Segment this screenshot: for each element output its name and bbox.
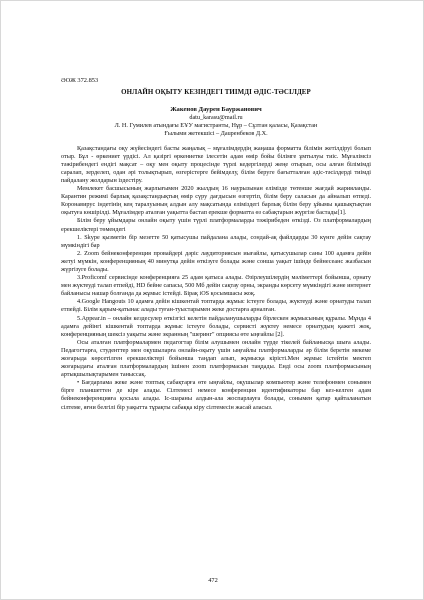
paragraph-3: Білім беру ұйымдары онлайн оқыту үшін түрлі платформаларды тәжірибеден өткізді. Оз платформалардың ерекшеліктері төмендегі <box>61 217 371 233</box>
article-body <box>61 77 371 412</box>
bullet-zoom-advantages: • Бағдарлама жеке және топтық сабақтарға өте ыңғайлы, оқушылар компьютер және телефонмен сонымен бірге планшеттен де кіре алады. Сілтемесі немесе конференция идентификаторы бар кез-келген адам бейнеконференцияға қосыла алады. Іс-шараны алдын-ала жоспарлауға болады, сонымен қатар қайталанатын сілтеме, яғни белгілі бір уақытта тұрақты сабаққа кіру сілтемесін жасай аласыз. <box>61 379 371 411</box>
list-item-google-hangouts: 4.Google Hangouts 10 адамға дейін кішкентай топтарда жұмыс істеуге болады, жүктеуді және орнатуды талап етпейді. Білім қарым-қатынас алады туған-туыстарымен жеке достарға арналған. <box>61 298 371 314</box>
page-number: 472 <box>208 577 218 584</box>
paragraph-platforms: Осы аталған платформалармен педагогтар білім алушымен онлайн түрде тікелей байланысқа шыға алады. Педагогтарға, студенттер мен оқушыларға онлайн-оқыту үшін ыңғайлы платформаларды әр білім беретін мекеме жоғарыда көрсетілген ерекшеліктері бойынша таңдап алып, жұмысқа кірісті.Мен жұмыс істейтін мектеп жоғарыдағы аталған платформалардың ішінен zoom платформасын таңдады. Енді осы zoom платформасының артықшылықтарымен таныссақ. <box>61 338 371 379</box>
supervisor: Ғылыми жетекшісі – Даuренбеков Д.Х. <box>164 130 268 138</box>
article-title: ОНЛАЙН ОҚЫТУ КЕЗІНДЕГІ ТИІМДІ ӘДІС-ТӘСІЛДЕР <box>121 89 311 97</box>
list-item-zoom: 2. Zoom бейнеконференция провайдері дәріс лаудиториясын иығайлы, қатысушылар саны 100 адамға дейін жетуі мүмкін, конференцияның 40 минутқа дейін өткізуге болады және сонша уақыт ішінде бейнесеанс жазбасын жүргізуге болады. <box>61 249 371 273</box>
paragraph-1: Қазақстандағы оқу жүйесіндегі басты жаңалық – мұғалімдердің жаңаша форматта білімін жетілдіруі болып отыр. Бұл - өркениет үрдісі. Ал қазіргі өркениетке ілесетін адам өмір бойы білімге ұмтылуы тиіс. Мұғалімсіз тәжірибендегі ендігі мақсат – оқу мен оқыту процесінде түрлі кедергілерді жеңе отырып, осы алған білімімді саралап, зерделеп, одан әрі толықтырып, өзгерістерге бейімделу, білім беруге бағытталған әдіс-тәсілдерді тиімді пайдалану жолдарын іздестіру. <box>61 144 371 184</box>
list-item-appear-in: 5.Appear.in – онлайн кездесулер өткізгісі келетін пайдаланушыларды бірлескен жұмысының құралы. Мұнда 4 адамға дейінгі кішкентай топтарда жұмыс істеуге болады, сервисті жүктеу немесе орнатудың қажеті жоқ, конференцияның шексіз уақыты және экранның "шеринг" опциясы өте ыңғайлы [2]. <box>61 314 371 338</box>
udc-code: ӘОЖ 372.853 <box>61 77 99 84</box>
author-affiliation: Л. Н. Гумилев атындағы ЕҰУ магистранты, Нұр – Сұлтан қаласы, Қазақстан <box>114 122 318 130</box>
author-name: Жакенов Даурен Бауржанович <box>170 106 262 114</box>
author-email: datu_karasu@mail.ru <box>189 114 243 122</box>
paragraph-2: Мемлекет басшысының жарлығымен 2020 жылдың 16 наурызынан елімізде төтенше жағдай жарияланды. Карантин режимі барлық қазақстандықтың өмір сүру дағдысын өзгертіп, білім беру саласын да айналып өтпеді. Коронавирус індетінің кең таралуының алдын алу мақсатында еліміздегі барлық білім беру ұйымы қашықтықтан оқытуға көшірілді. Мұғалімдер аталған уақытта бастап ерекше форматта өз сабақтарын жүргізе бастады[1]. <box>61 185 371 217</box>
list-item-proficomf: 3.Proficomf сервисінде конференцияға 25 адам қатыса алады. Әзірлеушілердің мәліметтері бойынша, орнату мен жүктеуді талап етпейді, HD бейне сапасы, 500 Мб дейін сақтау орны, экранды көрсету мүмкіндігі және интернет байланысы нашар болғанда да жұмыс істейді. Бірақ iOS қосымшасы жоқ. <box>61 274 371 298</box>
list-item-skype: 1. Skype қызметін бір мезетте 50 қатысушы пайдалана алады, сондай-ақ файлдарды 30 күнге дейін сақтау мүмкіндігі бар <box>61 233 371 249</box>
